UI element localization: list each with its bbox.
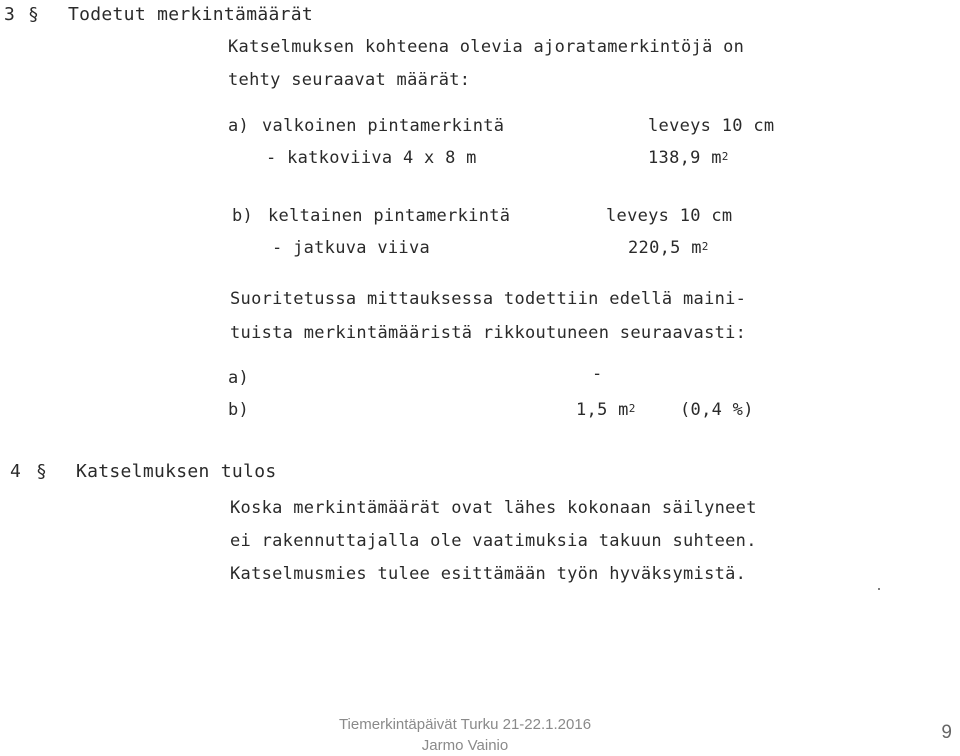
result-b-percent: (0,4 %) — [680, 400, 754, 420]
item-a-subtext: - katkoviiva 4 x 8 m — [266, 148, 477, 168]
section3-heading: Todetut merkintämäärät — [68, 4, 314, 25]
result-b-label: b) — [228, 400, 250, 420]
section-sign: § — [36, 461, 48, 482]
result-a-value: - — [592, 364, 603, 384]
item-b-amount: 220,5 $m^2$ — [628, 238, 709, 258]
footer-event: Tiemerkintäpäivät Turku 21-22.1.2016 — [338, 716, 592, 733]
item-a-text: valkoinen pintamerkintä — [262, 116, 505, 136]
result-line-1: Koska merkintämäärät ovat lähes kokonaan säilyneet — [230, 498, 757, 518]
measure-line-1: Suoritetussa mittauksessa todettiin edellä maini- — [230, 289, 747, 309]
speck — [878, 588, 880, 590]
result-b-value: 1,5 $m^2$ — [576, 400, 636, 420]
item-b-text: keltainen pintamerkintä — [268, 206, 511, 226]
section-sign: § — [28, 4, 40, 25]
intro-line-2: tehty seuraavat määrät: — [228, 70, 471, 90]
result-line-3: Katselmusmies tulee esittämään työn hyväksymistä. — [230, 564, 747, 584]
intro-line-1: Katselmuksen kohteena olevia ajoratamerkintöjä on — [228, 37, 745, 57]
footer-author: Jarmo Vainio — [421, 737, 509, 754]
item-a-label: a) — [228, 116, 250, 136]
item-b-label: b) — [232, 206, 254, 226]
section3-number: 3 — [4, 4, 16, 25]
item-a-width: leveys 10 cm — [648, 116, 775, 136]
page-number: 9 — [941, 722, 952, 743]
measure-line-2: tuista merkintämääristä rikkoutuneen seuraavasti: — [230, 323, 747, 343]
item-b-width: leveys 10 cm — [606, 206, 733, 226]
result-line-2: ei rakennuttajalla ole vaatimuksia takuun suhteen. — [230, 531, 757, 551]
section4-heading: Katselmuksen tulos — [76, 461, 277, 482]
item-b-subtext: - jatkuva viiva — [272, 238, 431, 258]
section4-number: 4 — [10, 461, 22, 482]
result-a-label: a) — [228, 368, 250, 388]
item-a-amount: 138,9 $m^2$ — [648, 148, 729, 168]
